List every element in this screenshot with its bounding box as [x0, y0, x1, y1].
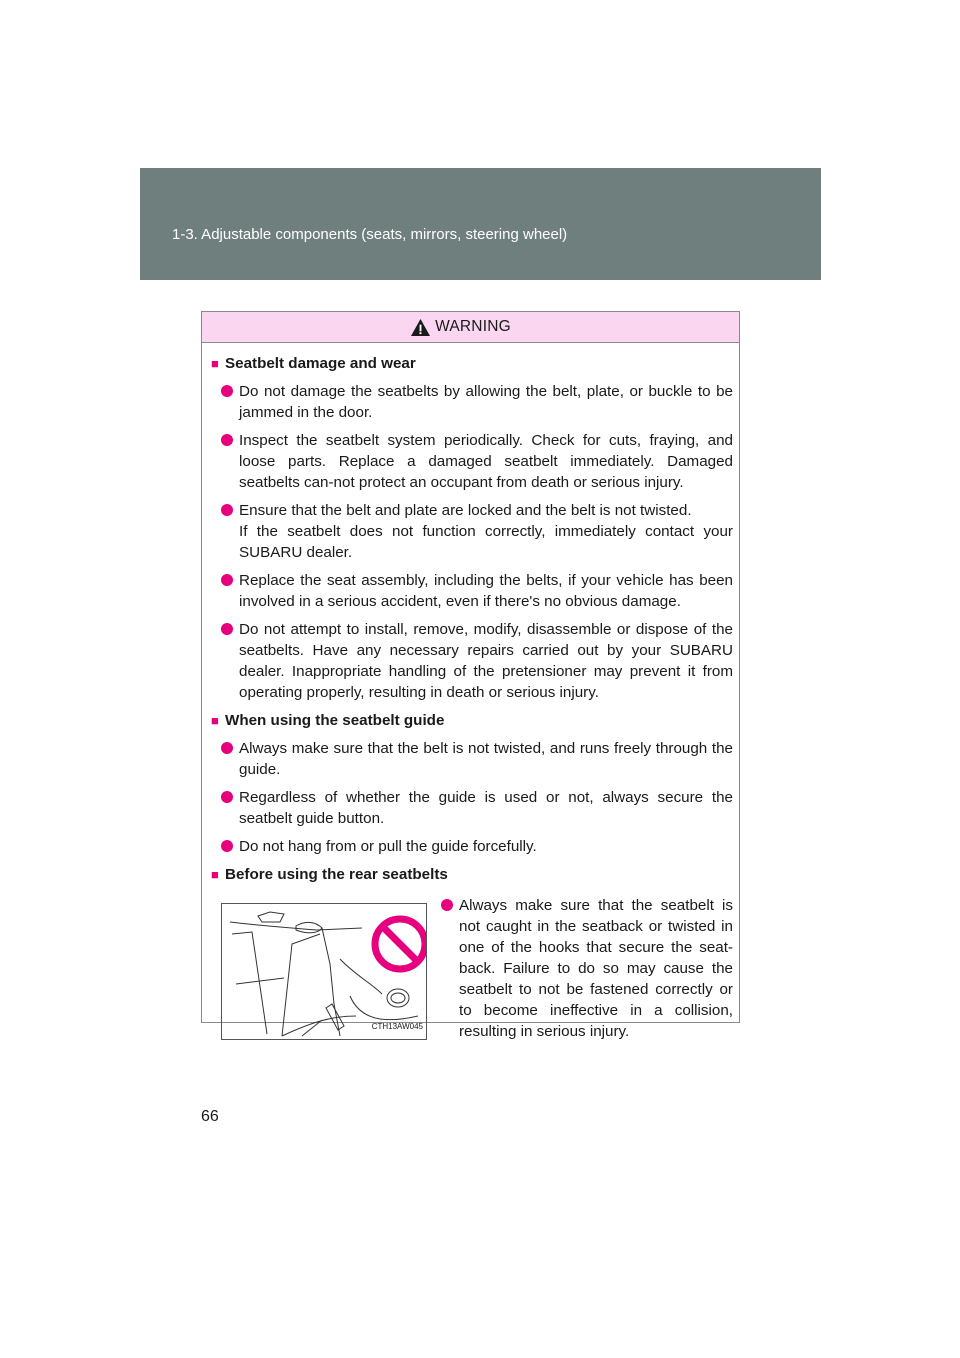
figure-row	[221, 895, 733, 1049]
warning-label: WARNING	[435, 318, 511, 335]
square-bullet-icon: ■	[211, 867, 219, 882]
list-item: Always make sure that the seatbelt is not caught in the seatback or twisted in one of the hooks that secure the seat-back. Failure to do so may cause the seatbelt to not be fastened correctly or to become ineffective in a collision, resulting in serious injury.	[441, 895, 733, 1042]
list-item: Replace the seat assembly, including the belts, if your vehicle has been involved in a serious accident, even if there's no obvious damage.	[221, 570, 733, 612]
round-bullet-icon	[441, 899, 453, 911]
list-item: Ensure that the belt and plate are locked and the belt is not twisted. If the seatbelt does not function correctly, immediately contact your SUBARU dealer.	[221, 500, 733, 563]
section-title-header: 1-3. Adjustable components (seats, mirrors, steering wheel)	[172, 226, 568, 243]
round-bullet-icon	[221, 791, 233, 803]
list-item: Inspect the seatbelt system periodically. Check for cuts, fraying, and loose parts. Replace a damaged seatbelt immediately. Damaged seatbelts can-not protect an occupant from death or serious injury.	[221, 430, 733, 493]
round-bullet-icon	[221, 434, 233, 446]
section-heading: ■ Seatbelt damage and wear	[211, 355, 416, 372]
round-bullet-icon	[221, 504, 233, 516]
section-heading: ■ When using the seatbelt guide	[211, 712, 445, 729]
square-bullet-icon: ■	[211, 713, 219, 728]
round-bullet-icon	[221, 574, 233, 586]
list-item: Always make sure that the belt is not twisted, and runs freely through the guide.	[221, 738, 733, 780]
figure-code: CTH13AW045	[371, 1022, 423, 1031]
page-number: 66	[201, 1108, 219, 1125]
list-item: Regardless of whether the guide is used or not, always secure the seatbelt guide button.	[221, 787, 733, 829]
round-bullet-icon	[221, 385, 233, 397]
round-bullet-icon	[221, 623, 233, 635]
list-item: Do not damage the seatbelts by allowing the belt, plate, or buckle to be jammed in the door.	[221, 381, 733, 423]
round-bullet-icon	[221, 742, 233, 754]
seatbelt-illustration	[221, 903, 427, 1040]
list-item: Do not attempt to install, remove, modify, disassemble or dispose of the seatbelts. Have any necessary repairs carried out by your SUBARU dealer. Inappropriate handling of the pretensioner may prevent it from operating properly, resulting in death or serious injury.	[221, 619, 733, 703]
warning-header	[202, 312, 739, 343]
round-bullet-icon	[221, 840, 233, 852]
square-bullet-icon: ■	[211, 356, 219, 371]
warning-box	[201, 311, 740, 1040]
prohibition-icon	[375, 919, 425, 969]
list-item: Do not hang from or pull the guide forcefully.	[221, 836, 733, 857]
section-heading: ■ Before using the rear seatbelts	[211, 866, 448, 883]
header-band	[140, 168, 821, 280]
warning-content	[202, 343, 739, 1049]
warning-triangle-icon	[410, 318, 431, 337]
